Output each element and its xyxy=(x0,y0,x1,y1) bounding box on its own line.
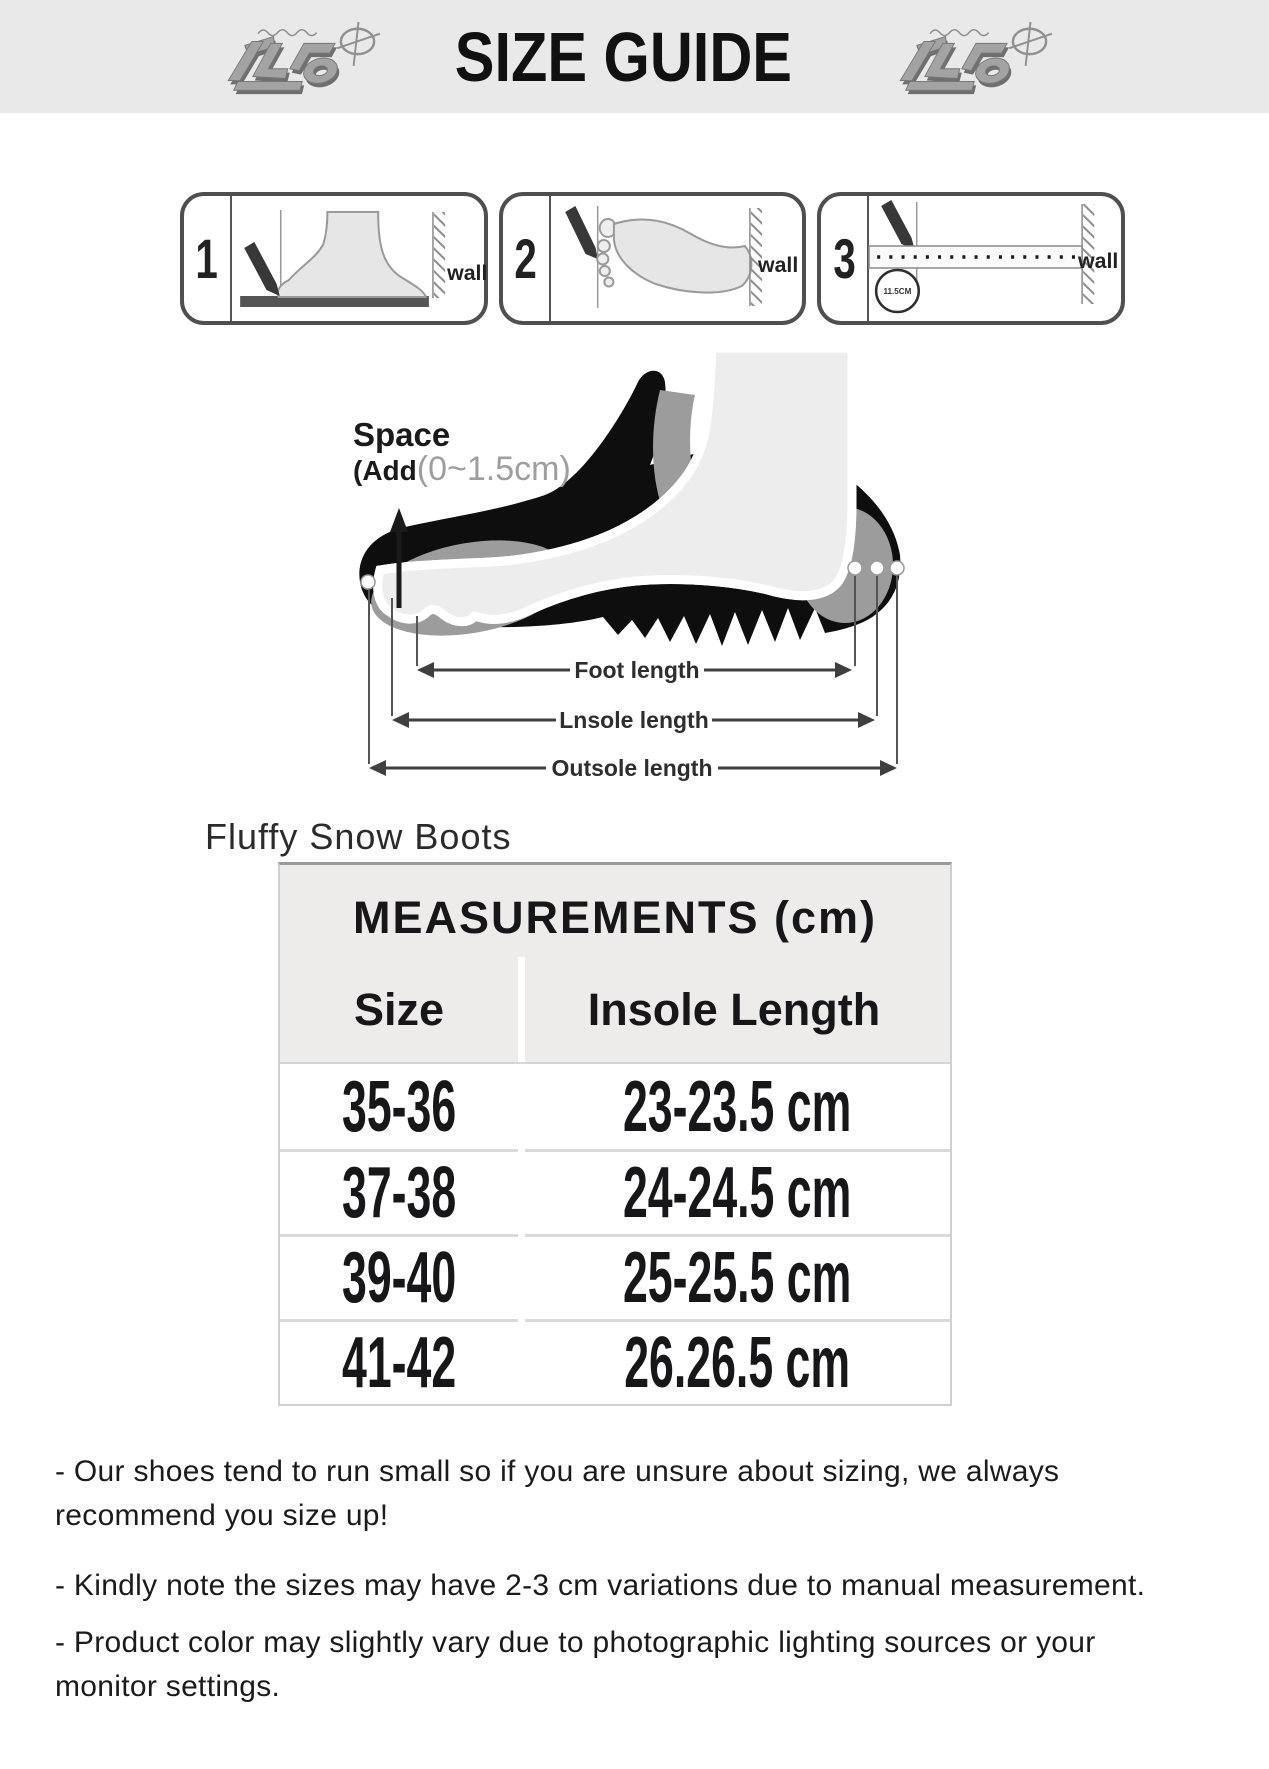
step-3-panel xyxy=(817,192,1125,325)
note-line: - Kindly note the sizes may have 2-3 cm variations due to manual measurement. xyxy=(55,1569,1146,1602)
foot-length-label: Foot length xyxy=(574,657,700,683)
column-header-size: Size xyxy=(353,983,445,1035)
space-title: Space xyxy=(353,416,451,453)
foot-length-diagram xyxy=(320,330,960,800)
ruler-badge: 11.5CM xyxy=(883,287,912,296)
step-number: 1 xyxy=(184,196,232,321)
note-line: monitor settings. xyxy=(55,1670,281,1703)
size-cell: 41-42 xyxy=(280,1319,518,1404)
size-cell: 39-40 xyxy=(280,1234,518,1319)
size-table-title: MEASUREMENTS (cm) xyxy=(352,892,878,943)
outsole-length-label: Outsole length xyxy=(551,755,713,781)
wall-label: wall xyxy=(447,262,488,285)
insole-length-cell: 23-23.5 cm xyxy=(623,1066,852,1147)
brand-logo-icon xyxy=(210,20,387,100)
size-row xyxy=(280,1319,950,1404)
note xyxy=(55,1564,1215,1608)
step-number: 3 xyxy=(821,196,869,321)
size-row xyxy=(280,1064,950,1149)
step-2-panel xyxy=(499,192,807,325)
space-prefix: (Add xyxy=(353,454,417,486)
sizing-notes xyxy=(55,1450,1215,1735)
column-header-insole-length: Insole Length xyxy=(587,983,881,1035)
insole-length-cell: 25-25.5 cm xyxy=(525,1234,950,1319)
column-header-row xyxy=(280,957,950,1062)
insole-length-cell: 24-24.5 cm xyxy=(525,1149,950,1234)
space-value: (0~1.5cm) xyxy=(416,449,571,488)
brand-logo-icon xyxy=(882,20,1059,100)
note-line: recommend you size up! xyxy=(55,1499,389,1532)
step-1-panel xyxy=(180,192,488,325)
insole-length-label: Lnsole length xyxy=(559,707,709,733)
product-name: Fluffy Snow Boots xyxy=(205,816,512,857)
step-number: 2 xyxy=(503,196,551,321)
foot-side-measure-icon xyxy=(230,196,488,321)
size-table xyxy=(278,862,952,1406)
wall-label: wall xyxy=(1078,250,1119,273)
size-table-rows xyxy=(280,1064,950,1404)
space-annotation xyxy=(353,418,571,486)
size-table-header xyxy=(280,865,950,1064)
size-cell: 35-36 xyxy=(341,1066,457,1147)
measuring-steps xyxy=(180,192,1125,325)
wall-label: wall xyxy=(757,254,798,277)
column-divider xyxy=(518,957,525,1062)
insole-length-cell: 26.26.5 cm xyxy=(525,1319,950,1404)
note-line: - Product color may slightly vary due to photographic lighting sources or your xyxy=(55,1626,1096,1659)
ruler-measure-icon xyxy=(867,196,1121,321)
size-row xyxy=(280,1149,950,1234)
note xyxy=(55,1621,1215,1709)
size-row xyxy=(280,1234,950,1319)
size-cell: 37-38 xyxy=(280,1149,518,1234)
page-title: SIZE GUIDE xyxy=(454,17,793,96)
note-line: - Our shoes tend to run small so if you are unsure about sizing, we always xyxy=(55,1455,1060,1488)
header-band xyxy=(0,0,1269,113)
foot-top-measure-icon xyxy=(549,196,803,321)
note xyxy=(55,1450,1215,1538)
